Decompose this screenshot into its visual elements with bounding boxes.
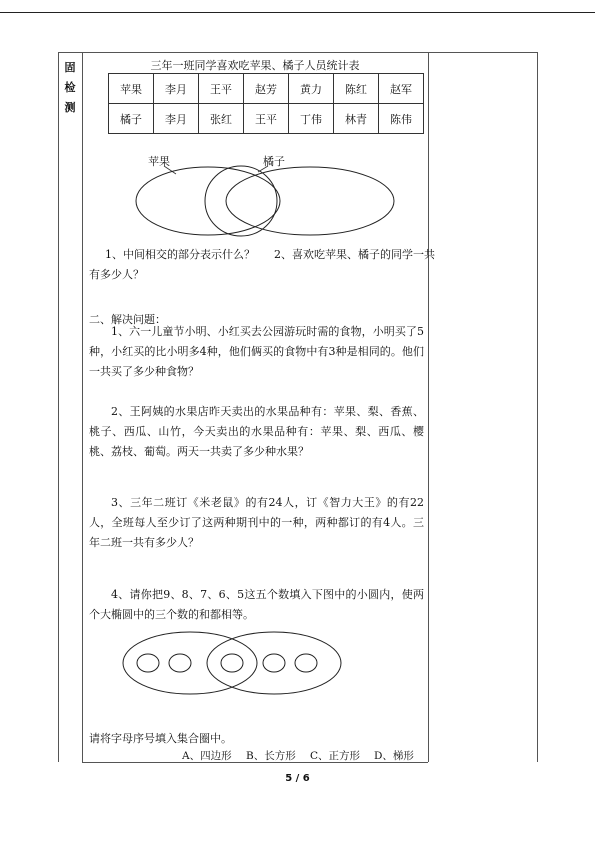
problem-3: 3、三年二班订《米老鼠》的有24人，订《智力大王》的有22人，全班每人至少订了这两种期刊中的一种，两种都订的有4人。三年二班一共有多少人？ bbox=[89, 496, 424, 549]
stats-table-title: 三年一班同学喜欢吃苹果、橘子人员统计表 bbox=[150, 59, 360, 72]
table-cell: 苹果 bbox=[109, 74, 154, 104]
table-cell: 赵军 bbox=[379, 74, 424, 104]
table-cell: 李月 bbox=[154, 104, 199, 134]
page-number: 5 / 6 bbox=[285, 773, 310, 784]
venn-label-orange: 橘子 bbox=[263, 155, 285, 168]
table-cell: 王平 bbox=[244, 104, 289, 134]
small-circle-shared[interactable] bbox=[221, 654, 243, 672]
set-instruction: 请将字母序号填入集合圈中。 bbox=[89, 732, 232, 745]
choice-c: C、正方形 bbox=[310, 750, 361, 762]
table-cell: 陈红 bbox=[334, 74, 379, 104]
venn-label-apple: 苹果 bbox=[148, 155, 170, 168]
big-ellipse-right bbox=[207, 632, 341, 694]
problem-2: 2、王阿姨的水果店昨天卖出的水果品种有：苹果、梨、香蕉、桃子、西瓜、山竹，今天卖出的水果品种有：苹果、梨、西瓜、樱桃、荔枝、葡萄。两天一共卖了多少种水果？ bbox=[89, 405, 424, 458]
question-2: 2、喜欢吃苹果、橘子的同学一共 bbox=[274, 248, 435, 261]
choice-d: D、梯形 bbox=[374, 750, 414, 762]
question-2-continued: 有多少人？ bbox=[89, 268, 144, 281]
table-cell: 橘子 bbox=[109, 104, 154, 134]
problem-1: 1、六一儿童节小明、小红买去公园游玩时需的食物，小明买了5种，小红买的比小明多4种，他们俩买的食物中有3种是相同的。他们一共买了多少种食物？ bbox=[89, 325, 424, 378]
table-cell: 丁伟 bbox=[289, 104, 334, 134]
choice-a: A、四边形 bbox=[182, 750, 232, 762]
choice-b: B、长方形 bbox=[246, 750, 296, 762]
table-cell: 林青 bbox=[334, 104, 379, 134]
table-cell: 王平 bbox=[199, 74, 244, 104]
small-circle[interactable] bbox=[295, 654, 317, 672]
small-circle[interactable] bbox=[169, 654, 191, 672]
table-cell: 陈伟 bbox=[379, 104, 424, 134]
table-cell: 张红 bbox=[199, 104, 244, 134]
table-cell: 李月 bbox=[154, 74, 199, 104]
part2-heading: 二、解决问题： bbox=[89, 313, 166, 326]
problem-4: 4、请你把9、8、7、6、5这五个数填入下图中的小圆内，使两个大椭圆中的三个数的和都相等。 bbox=[89, 588, 424, 621]
small-circle[interactable] bbox=[263, 654, 285, 672]
section-label-char: 检 bbox=[64, 81, 76, 94]
small-circle[interactable] bbox=[137, 654, 159, 672]
table-cell: 赵芳 bbox=[244, 74, 289, 104]
section-label-char: 固 bbox=[64, 61, 76, 74]
question-1: 1、中间相交的部分表示什么？ bbox=[105, 248, 255, 261]
table-cell: 黄力 bbox=[289, 74, 334, 104]
section-label-char: 测 bbox=[64, 101, 76, 114]
big-ellipse-left bbox=[123, 632, 257, 694]
